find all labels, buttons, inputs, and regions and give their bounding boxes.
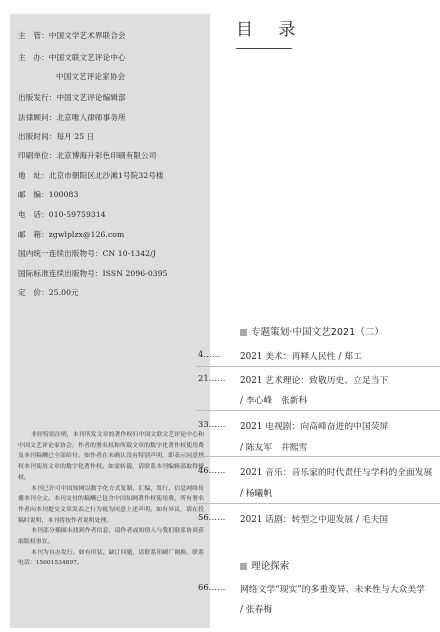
section-heading (240, 558, 289, 572)
entry-page-number: 46…… (198, 465, 226, 475)
info-value: 北京博海升彩色印刷有限公司 (56, 151, 157, 160)
info-label: 法律顾问： (18, 113, 57, 122)
info-value: 100083 (48, 190, 79, 199)
info-row-email (18, 230, 124, 240)
info-value: 中国文联文艺评论中心 (48, 53, 126, 62)
info-label: 国际标准连续出版物号： (18, 269, 103, 278)
info-row-legal (18, 113, 126, 123)
info-row-price (18, 288, 79, 298)
info-label: 出版时间： (18, 132, 57, 141)
entry-author: / 陈友军 井熙雪 (240, 443, 308, 453)
info-label: 邮 编： (18, 190, 49, 199)
info-label: 地 址： (18, 171, 49, 180)
toc-title: 目 录 (236, 20, 306, 40)
entry-title[interactable]: 2021 音乐：音乐家的时代责任与学科的全面发展 (240, 468, 433, 478)
entry-page-number: 33…… (198, 419, 226, 429)
section-heading-text: 专题策划·中国文艺2021（二） (251, 327, 384, 338)
info-value: 中国文艺评论编辑部 (56, 93, 126, 102)
info-value: 中国文学艺术界联合会 (48, 31, 126, 40)
info-row-address (18, 171, 164, 181)
info-row-printer (18, 151, 157, 161)
info-row-cn (18, 249, 156, 259)
info-value: 北京市朝阳区北沙滩1号院32号楼 (48, 171, 164, 180)
entry-title[interactable]: 2021 电视剧：向高峰奋进的中国荧屏 (240, 422, 389, 432)
entry-title[interactable]: 2021 话剧：转型之中迎发展 / 毛夫国 (240, 515, 389, 525)
info-value: 北京唯人律师事务所 (56, 113, 126, 122)
entry-page-number: 66…… (198, 582, 226, 592)
entry-author: / 张春梅 (240, 605, 273, 615)
entry-page-number: 4…… (198, 349, 221, 359)
entry-title[interactable]: 网络文学“现实”的多重变异、未来性与大众美学 (240, 585, 425, 595)
notice-paragraph: 非经特别注明，本刊所发文章的著作权归中国文联文艺评论中心和中国文艺评论家协会，作者的署名权和所载文章的数字化著作权使用费及本刊稿酬已全部给付。如作者在未确认没有特别声明，即表示同意授权本刊使用文章的数字化著作权。如需转载，请联系本刊编辑部取得授权。 (18, 432, 204, 481)
entry-title[interactable]: 2021 美术：再释人民性 / 郑工 (240, 352, 362, 362)
entry-title[interactable]: 2021 艺术理论：致敬历史、立足当下 (240, 376, 389, 386)
info-row-supervisor (18, 31, 126, 41)
info-value: CN 10-1342/J (102, 249, 156, 258)
info-label: 邮 箱： (18, 230, 49, 239)
info-row-pubdate (18, 132, 94, 142)
info-value: 中国文艺评论家协会 (56, 72, 126, 81)
info-value: zgwlplzx@126.com (48, 230, 125, 239)
info-value: 25.00元 (48, 288, 79, 297)
notice-paragraph: 本刊为自办发行。如有印装、缺订问题，请联系印刷厂调换，联系电话：15601534897。 (18, 549, 204, 567)
toc-header (236, 16, 305, 44)
notice-paragraph: 本刊已许可中国知网以数字化方式复制、汇编、发行、信息网络传播本刊全文。本刊支付的稿酬已包含中国知网著作权使用费，所有署名作者向本刊提交文章发表之行为视为同意上述声明。如有异议，请在投稿时说明，本刊将按作者说明处理。 (18, 485, 204, 524)
info-value: ISSN 2096-0395 (102, 269, 168, 278)
info-value: 010-59759314 (48, 210, 106, 219)
toc-title-rule (236, 48, 292, 49)
info-label: 主 办： (18, 53, 49, 62)
square-bullet-icon (240, 563, 247, 570)
entry-page-number: 21…… (198, 373, 226, 383)
info-row-postcode (18, 190, 78, 200)
square-bullet-icon (240, 329, 247, 336)
entry-divider (196, 410, 440, 411)
entry-divider (196, 503, 440, 504)
entry-page-number: 56…… (198, 512, 226, 522)
entry-author: / 杨曦帆 (240, 489, 273, 499)
copyright-notice (18, 430, 204, 569)
info-label: 印刷单位： (18, 151, 57, 160)
info-row-sponsor (18, 53, 126, 63)
notice-paragraph: 本刊部分插图未找到作者信息，请作者或知情人与我们联系协商获取版权事宜。 (18, 528, 204, 546)
info-row-issn (18, 269, 168, 279)
section-heading (240, 324, 384, 338)
info-label: 出版发行： (18, 93, 57, 102)
info-row-sponsor-2 (56, 72, 125, 82)
entry-author: / 李心峰 张新科 (240, 396, 308, 406)
entry-divider (196, 456, 440, 457)
masthead-panel (10, 14, 210, 628)
entry-divider (196, 366, 440, 367)
info-label: 电 话： (18, 210, 49, 219)
info-row-phone (18, 210, 106, 220)
info-row-publisher (18, 93, 126, 103)
info-label: 国内统一连续出版物号： (18, 249, 103, 258)
section-heading-text: 理论探索 (251, 561, 290, 572)
info-label: 定 价： (18, 288, 49, 297)
info-label: 主 管： (18, 31, 49, 40)
info-value: 每月 25 日 (56, 132, 95, 141)
